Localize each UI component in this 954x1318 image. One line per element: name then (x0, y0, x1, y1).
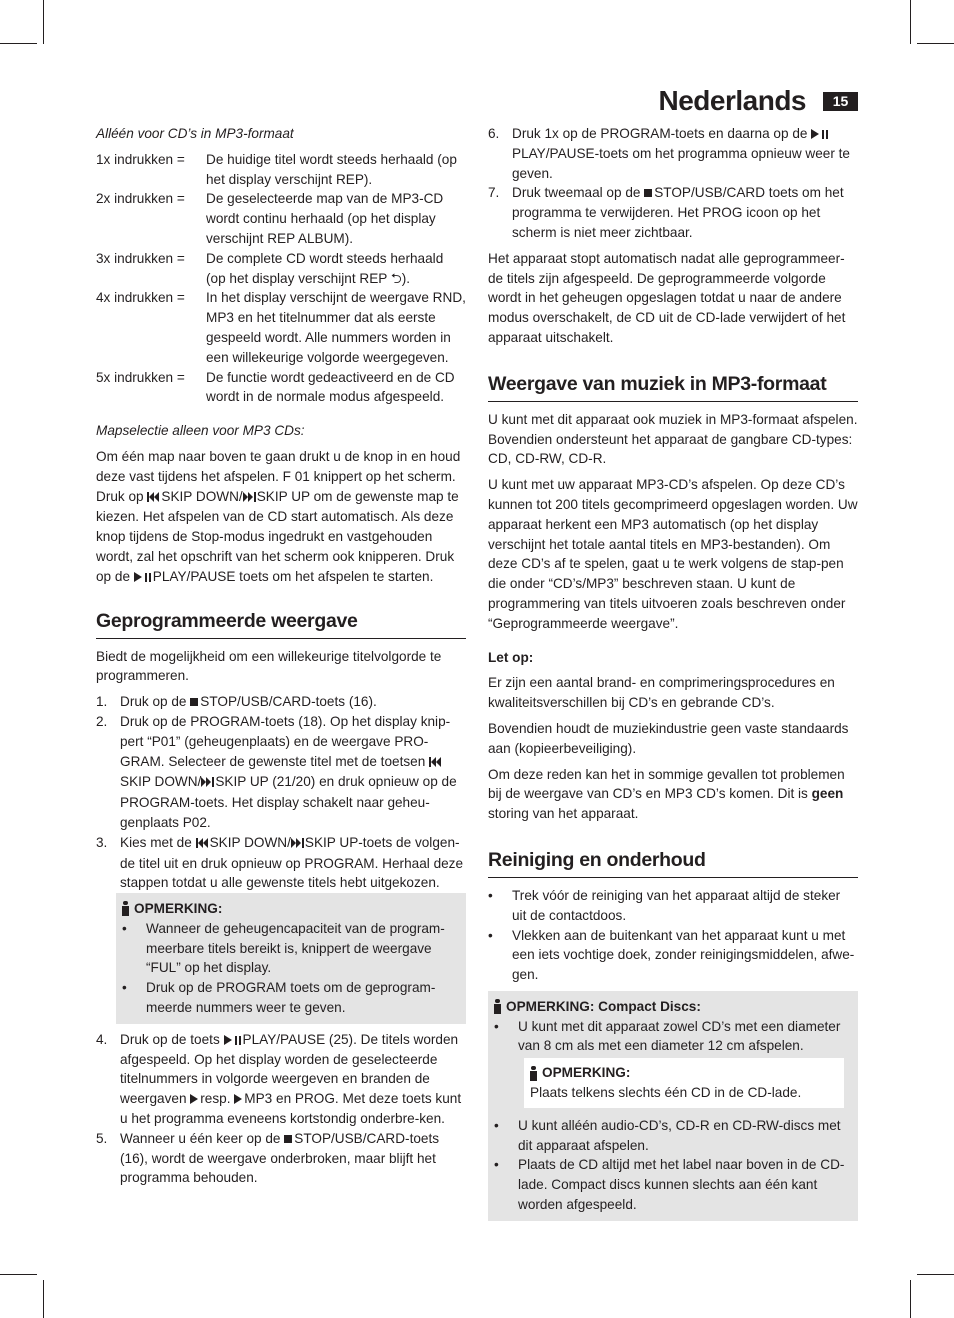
list-item: • Druk op de PROGRAM toets om de geprogram-meerde nummers weer te geven. (122, 980, 436, 1016)
right-column (488, 124, 858, 1227)
crop-mark (43, 0, 44, 44)
note-list (122, 919, 460, 1018)
press-count: 4x indrukken = (96, 290, 185, 306)
press-description: De huidige titel wordt steeds herhaald (op het display verschijnt REP). (206, 151, 457, 187)
program-steps-continued (96, 1030, 466, 1188)
stop-icon (284, 1135, 292, 1143)
map-selection-heading: Mapselectie alleen voor MP3 CDs: (96, 423, 305, 439)
play-icon (811, 129, 819, 139)
repeat-mode-row (96, 368, 466, 408)
skip-down-icon (429, 753, 442, 773)
mp3-only-heading: Alléén voor CD’s in MP3-formaat (96, 126, 294, 141)
section-title-programmed: Geprogrammeerde weergave (96, 609, 466, 639)
list-item: • U kunt met dit apparaat zowel CD’s met een diameter van 8 cm als met een diameter 12 cm afspelen. (494, 1018, 841, 1054)
list-item: 4. Druk op de toets PLAY/PAUSE (25). De titels worden afgespeeld. Op het display worden de geselecteerde titelnummers in volgorde weergeven en branden de weergaven resp. MP3 en PROG. Met deze toets kunt u het programma eveneens kortstondig onderbre-ken. (96, 1031, 462, 1127)
list-item: • Wanneer de geheugencapaciteit van de program-meerbare titels bereikt is, knippert de weergave “FUL” op het display. (122, 920, 445, 976)
cleaning-list (488, 886, 858, 985)
mp3-paragraph-1: U kunt met dit apparaat ook muziek in MP3-formaat afspelen. Bovendien ondersteunt het apparaat de gangbare CD-types: CD, CD-RW, CD-R. (488, 411, 858, 467)
list-item: 5. Wanneer u één keer op de STOP/USB/CARD-toets (16), wordt de weergave onderbroken, maar blijft het programma behouden. (96, 1130, 440, 1186)
pause-icon (822, 130, 828, 139)
crop-mark (917, 1274, 954, 1275)
program-steps (96, 692, 466, 893)
crop-mark (910, 1280, 911, 1318)
crop-mark (43, 1280, 44, 1318)
auto-stop-text: Het apparaat stopt automatisch nadat alle geprogrammeer-de titels zijn afgespeeld. De geprogrammeerde volgorde wordt in het geheugen opgeslagen totdat u naar de andere modus overschakelt, de CD uit de CD-lade verwijdert of het apparaat uitschakelt. (488, 250, 846, 345)
list-item: 2. Druk op de PROGRAM-toets (18). Op het display knip-pert “P01” (geheugenplaats) en de weergave PRO-GRAM. Selecteer de gewenste titel met de toetsen SKIP DOWN/ SKIP UP (21/20) en druk opnieuw op de PROGRAM-toets. Het display schakelt naar geheu-genplaats P02. (96, 713, 457, 830)
press-count: 2x indrukken = (96, 191, 185, 207)
list-item: • Plaats de CD altijd met het label naar boven in de CD-lade. Compact discs kunnen slechts aan één kant worden afgespeeld. (494, 1157, 845, 1213)
press-count: 3x indrukken = (96, 250, 185, 266)
crop-mark (0, 43, 37, 44)
play-icon (134, 572, 142, 582)
info-icon (494, 999, 501, 1014)
press-count: 1x indrukken = (96, 151, 185, 167)
press-count: 5x indrukken = (96, 369, 185, 385)
play-icon (190, 1094, 198, 1104)
info-icon (122, 901, 129, 916)
attention-paragraph-3: Om deze reden kan het in sommige gevallen tot problemen bij de weergave van CD’s en MP3 CD’s komen. Dit is geen storing van het apparaat. (488, 766, 845, 822)
pause-icon (235, 1036, 241, 1045)
note-list (494, 1017, 852, 1057)
map-selection-text: Om één map naar boven te gaan drukt u de knop in en houd deze vast tijdens het afspelen. F 01 knippert op het scherm. Druk op SKIP DOWN/ SKIP UP om de gewenste map te kiezen. Het afspelen van de CD start automatisch. Als deze knop tijdens de Stop-modus ingedrukt en vastgehouden wordt, zal het opschrift van het scherm ook knipperen. Druk op de PLAY/PAUSE toets om het afspelen te starten. (96, 448, 461, 584)
inner-note-text: Plaats telkens slechts één CD in de CD-lade. (530, 1085, 802, 1101)
skip-down-icon (196, 834, 209, 854)
attention-label: Let op: (488, 649, 534, 665)
repeat-mode-row (96, 150, 466, 190)
crop-mark (917, 43, 954, 44)
play-icon (234, 1094, 242, 1104)
press-description: De geselecteerde map van de MP3-CD wordt continu herhaald (op het display verschijnt REP ALBUM). (206, 191, 444, 246)
stop-icon (190, 698, 198, 706)
list-item: 3. Kies met de SKIP DOWN/ SKIP UP-toets de volgen-de titel uit en druk opnieuw op PROGRAM. Herhaal deze stappen totdat u alle gewenste titels hebt uitgekozen. (96, 834, 464, 891)
list-item: 6. Druk 1x op de PROGRAM-toets en daarna op de PLAY/PAUSE-toets om het programma opnieuw weer te geven. (488, 126, 850, 181)
inner-note-box (524, 1058, 844, 1108)
note-title: OPMERKING: Compact Discs: (506, 998, 701, 1014)
program-steps-end (488, 124, 858, 243)
info-icon (530, 1066, 537, 1081)
stop-icon (644, 189, 652, 197)
left-column (96, 124, 466, 1188)
programmed-intro: Biedt de mogelijkheid om een willekeurige titelvolgorde te programmeren. (96, 648, 442, 684)
play-icon (224, 1035, 232, 1045)
crop-mark (910, 0, 911, 44)
crop-mark (0, 1274, 37, 1275)
list-item: • Trek vóór de reiniging van het apparaat altijd de steker uit de contactdoos. (488, 887, 841, 923)
page-title: Nederlands (658, 85, 806, 116)
skip-down-icon (147, 488, 160, 508)
mp3-paragraph-2: U kunt met uw apparaat MP3-CD’s afspelen. Op deze CD’s kunnen tot 200 titels gecomprimeerd opgeslagen worden. Uw apparaat herkent een MP3 automatisch (op het display verschijnt het totale aantal titels en MP3-bestanden). Om deze CD’s af te spelen, gaat u te werk volgens de stap-pen die onder “CD’s/MP3” beschreven staan. U kunt de programmering van titels uitvoeren zoals beschreven onder “Geprogrammeerde weergave”. (488, 477, 858, 631)
list-item: • U kunt alléén audio-CD’s, CD-R en CD-RW-discs met dit apparaat afspelen. (494, 1117, 841, 1153)
pause-icon (145, 573, 151, 582)
list-item: 1. Druk op de STOP/USB/CARD-toets (16). (96, 694, 377, 710)
note-list (494, 1116, 852, 1215)
section-title-mp3: Weergave van muziek in MP3-formaat (488, 372, 858, 402)
note-box-compact-discs (488, 991, 858, 1221)
press-description: De complete CD wordt steeds herhaald (op het display verschijnt REP ⮌). (206, 250, 444, 286)
repeat-mode-row (96, 249, 466, 289)
section-title-cleaning: Reiniging en onderhoud (488, 848, 858, 878)
repeat-mode-row (96, 189, 466, 248)
press-description: In het display verschijnt de weergave RND, MP3 en het titelnummer dat als eerste gespeeld wordt. Alle nummers worden in een willekeurige volgorde weergegeven. (206, 290, 466, 365)
press-description: De functie wordt gedeactiveerd en de CD wordt in de normale modus afgespeeld. (206, 369, 455, 405)
skip-up-icon (201, 773, 214, 793)
note-box (116, 893, 466, 1024)
note-title: OPMERKING: (542, 1065, 631, 1081)
note-title: OPMERKING: (134, 901, 223, 917)
list-item: • Vlekken aan de buitenkant van het apparaat kunt u met een iets vochtige doek, zonder reinigingsmiddelen, afwe-gen. (488, 927, 855, 983)
skip-up-icon (291, 834, 304, 854)
repeat-mode-list (96, 150, 466, 407)
skip-up-icon (243, 488, 256, 508)
list-item: 7. Druk tweemaal op de STOP/USB/CARD toets om het programma te verwijderen. Het PROG icoon op het scherm is niet meer zichtbaar. (488, 185, 844, 240)
attention-paragraph-2: Bovendien houdt de muziekindustrie geen vaste standaards aan (kopieerbeveiliging). (488, 720, 849, 756)
attention-paragraph-1: Er zijn een aantal brand- en comprimeringsprocedures en kwaliteitsverschillen bij CD’s en gebrande CD’s. (488, 675, 835, 711)
repeat-mode-row (96, 288, 466, 367)
page-number: 15 (823, 92, 858, 111)
